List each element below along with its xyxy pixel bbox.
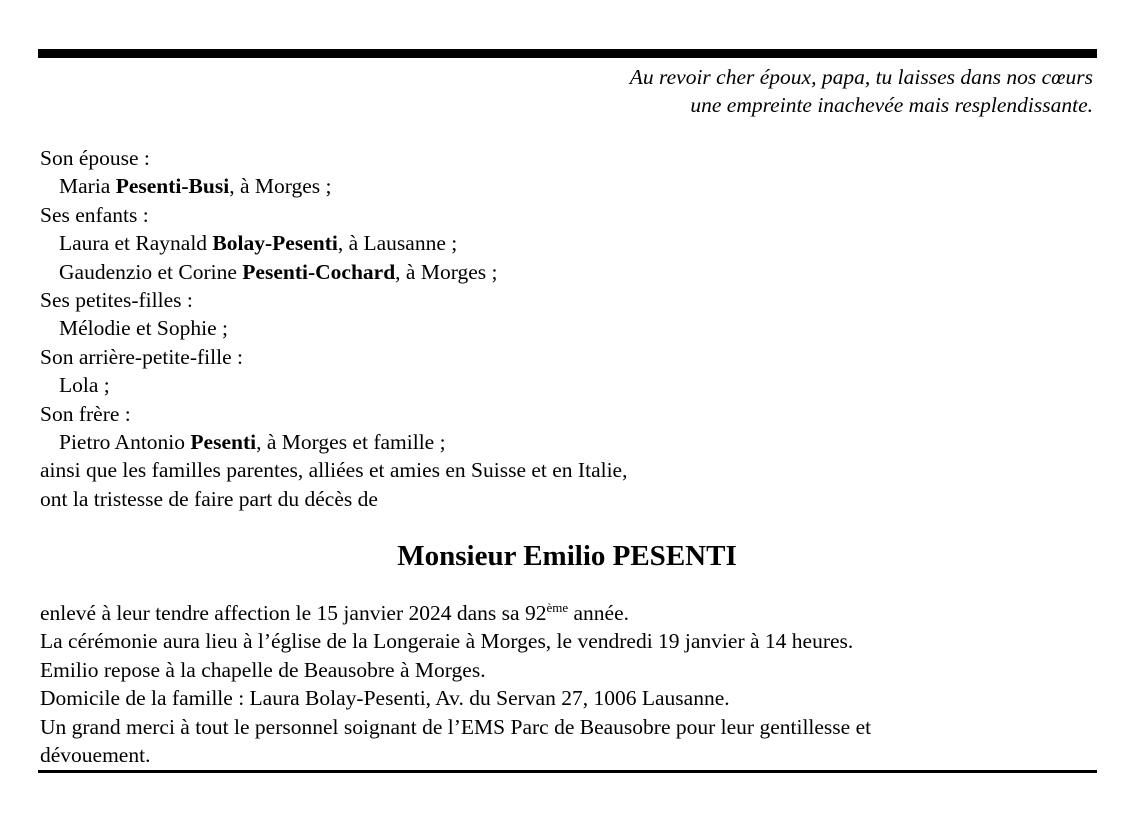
child-entry <box>40 229 627 257</box>
great-granddaughter-heading: Son arrière-petite-fille : <box>40 344 243 369</box>
spouse-heading: Son épouse : <box>40 146 150 170</box>
family-list <box>40 144 627 513</box>
great-granddaughter-entry: Lola ; <box>59 373 110 398</box>
spouse-entry <box>40 172 627 200</box>
child-entry <box>40 258 627 286</box>
epigraph-line: une empreinte inachevée mais resplendissante. <box>690 93 1093 117</box>
granddaughters-entry: Mélodie et Sophie ; <box>59 316 228 341</box>
deceased-name: Monsieur Emilio PESENTI <box>397 540 737 572</box>
child-surname: Pesenti-Cochard <box>242 259 396 284</box>
ceremony-line: La cérémonie aura lieu à l’église de la Longeraie à Morges, le vendredi 19 janvier à 14 heures. <box>40 629 854 654</box>
granddaughters-heading: Ses petites-filles : <box>40 288 193 313</box>
spouse-first-name: Maria <box>59 174 116 199</box>
brother-first-names: Pietro Antonio <box>59 430 191 455</box>
child-first-names: Gaudenzio et Corine <box>59 259 243 284</box>
death-date-text: enlevé à leur tendre affection le 15 janvier 2024 dans sa 92 <box>40 601 547 625</box>
child-surname: Bolay-Pesenti <box>212 231 338 256</box>
family-address-line: Domicile de la famille : Laura Bolay-Pesenti, Av. du Servan 27, 1006 Lausanne. <box>40 686 730 711</box>
spouse-surname: Pesenti-Busi <box>115 174 230 199</box>
epigraph <box>630 63 1093 119</box>
brother-heading: Son frère : <box>40 401 131 426</box>
announcement-line: ont la tristesse de faire part du décès de <box>40 486 378 511</box>
epigraph-line: Au revoir cher époux, papa, tu laisses dans nos cœurs <box>629 65 1093 89</box>
thanks-line: Un grand merci à tout le personnel soignant de l’EMS Parc de Beausobre pour leur gentillesse et <box>40 714 872 739</box>
service-details <box>40 599 871 769</box>
top-rule <box>38 49 1097 58</box>
extended-family-line: ainsi que les familles parentes, alliées et amies en Suisse et en Italie, <box>40 458 628 483</box>
children-heading: Ses enfants : <box>40 202 149 227</box>
child-first-names: Laura et Raynald <box>59 231 213 256</box>
brother-entry <box>40 428 627 456</box>
child-location: , à Morges ; <box>395 259 498 284</box>
bottom-rule <box>38 770 1097 773</box>
thanks-line-end: dévouement. <box>40 743 151 768</box>
spouse-location: , à Morges ; <box>229 174 332 199</box>
ordinal-suffix: ème <box>546 600 569 615</box>
brother-surname: Pesenti <box>190 430 257 455</box>
resting-place-line: Emilio repose à la chapelle de Beausobre à Morges. <box>40 657 486 682</box>
death-date-end: année. <box>568 601 629 625</box>
child-location: , à Lausanne ; <box>337 231 458 256</box>
death-date-line <box>40 599 871 627</box>
brother-location: , à Morges et famille ; <box>256 430 446 455</box>
